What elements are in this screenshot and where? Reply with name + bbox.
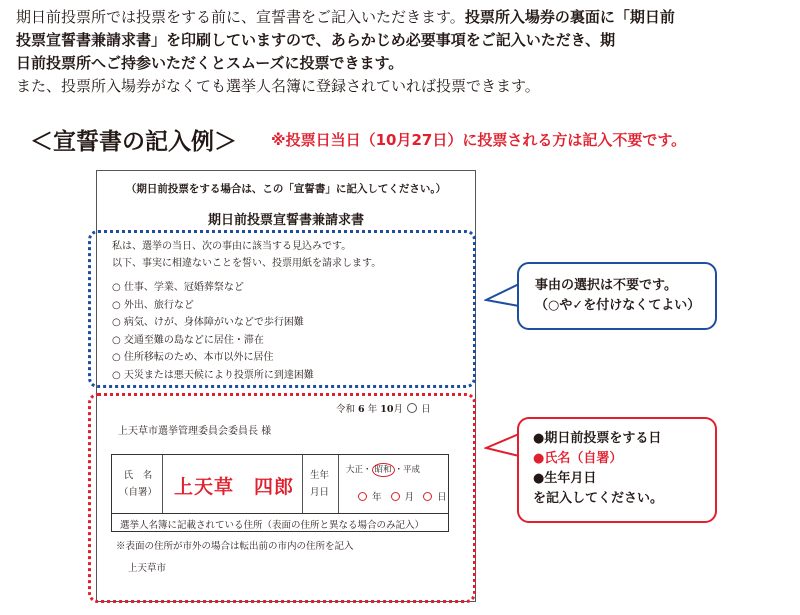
birth-month-unit: 月 [404,492,415,503]
intro-line-1-normal: 期日前投票所では投票をする前に、宣誓書をご記入いただきます。 [16,8,465,26]
reason-item: ○ 病気、けが、身体障がいなどで歩行困難 [112,317,304,328]
birth-label-line-2: 月日 [310,487,330,498]
name-value: 上天草 四郎 [174,476,295,498]
era-taisho: 大正・ [346,465,372,475]
heading-note: ※投票日当日（10月27日）に投票される方は記入不要です。 [271,131,687,149]
intro-paragraph [16,6,796,98]
date-year-unit: 年 [367,404,378,415]
reason-item: ○ 交通至難の島などに居住・滞在 [112,334,264,346]
form-instruction: （期日前投票をする場合は、この「宣誓書」に記入してください。） [125,183,447,195]
form-title: 期日前投票宣誓書兼請求書 [207,213,364,228]
intro-line-1 [16,6,796,29]
birth-label-line-1: 生年 [310,470,330,481]
intro-line-4: また、投票所入場券がなくても選挙人名簿に登録されていれば投票できます。 [16,77,540,95]
reason-callout-line-2: （○や✓を付けなくてよい） [535,298,701,313]
intro-line-2: 投票宣誓書兼請求書」を印刷していますので、あらかじめ必要事項をご記入いただき、期 [16,31,616,49]
intro-line-1-bold: 投票所入場券の裏面に「期日前 [464,8,675,26]
entry-highlight-frame [88,393,476,603]
intro-line-3: 日前投票所へご持参いただくとスムーズに投票できます。 [16,54,404,72]
callout-pointer-icon [484,280,520,310]
birth-day-unit: 日 [437,492,447,503]
reason-item: ○ 天災または悪天候により投票所に到達困難 [112,369,314,381]
name-label-line-2: （自署） [119,487,158,498]
date-year: 6 [358,404,365,415]
section-heading: ＜宣誓書の記入例＞ [30,129,237,155]
entry-callout-line-1: ●期日前投票をする日 [533,431,662,446]
address-city: 上天草市 [128,563,167,574]
entry-callout-line-3: ●生年月日 [533,471,597,486]
name-label-line-1: 氏 名 [123,470,153,481]
declaration-line-2: 以下、事実に相違ないことを誓い、投票用紙を請求します。 [112,258,382,269]
reason-item: ○ 住所移転のため、本市以外に居住 [112,352,274,363]
declaration-line-1: 私は、選挙の当日、次の事由に該当する見込みです。 [112,241,352,252]
reason-callout [517,262,717,330]
date-day-unit: 日 [421,404,431,415]
callout-pointer-icon [484,430,520,460]
entry-callout-line-2: ●氏名（自署） [533,451,623,466]
era-heisei: ・平成 [394,465,421,475]
address-note: ※表面の住所が市外の場合は転出前の市内の住所を記入 [116,541,354,552]
date-month: 10 [380,404,394,415]
date-era: 令和 [336,404,356,415]
reasons-highlight-frame [88,230,476,388]
birth-year-unit: 年 [372,492,382,503]
address-label: 選挙人名簿に記載されている住所（表面の住所と異なる場合のみ記入） [111,514,449,532]
reason-item: ○ 仕事、学業、冠婚葬祭など [112,282,244,293]
form-addressee: 上天草市選挙管理委員会委員長 様 [118,426,272,437]
date-month-unit: 月 [393,404,403,415]
entry-callout-line-4: を記入してください。 [533,491,664,506]
entry-callout [517,417,717,523]
reason-callout-line-1: 事由の選択は不要です。 [535,278,677,293]
era-showa-circled: 昭和 [372,463,395,477]
reason-item: ○ 外出、旅行など [112,299,194,311]
